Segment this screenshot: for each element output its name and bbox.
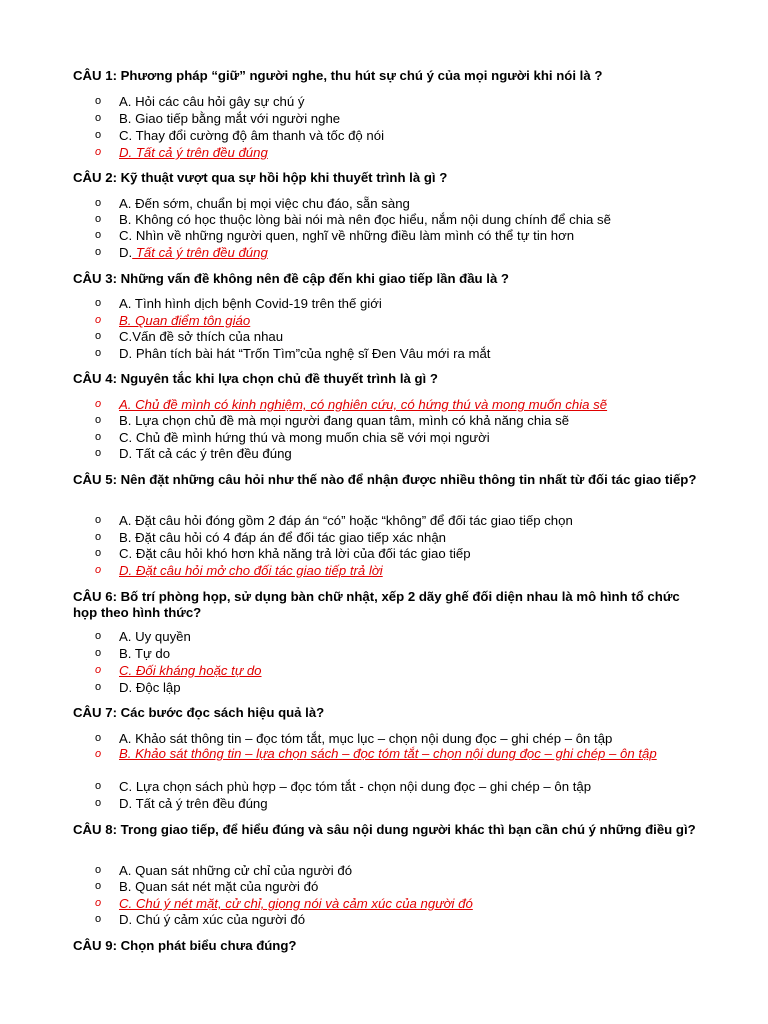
bullet-icon: o: [95, 229, 102, 241]
bullet-icon: o: [95, 780, 102, 792]
bullet-icon: o: [95, 431, 102, 443]
question-1-option-b: o B. Giao tiếp bằng mắt với người nghe: [95, 111, 341, 126]
bullet-icon: o: [95, 748, 102, 760]
bullet-icon: o: [95, 880, 102, 892]
bullet-icon: o: [95, 213, 102, 225]
bullet-icon: o: [95, 398, 102, 410]
question-3-option-c: o C.Vấn đề sở thích của nhau: [95, 329, 284, 344]
question-4-title: CÂU 4: Nguyên tắc khi lựa chọn chủ đề thuyết trình là gì ?: [73, 371, 438, 386]
bullet-icon: o: [95, 95, 102, 107]
bullet-icon: o: [95, 531, 102, 543]
question-8-option-b: o B. Quan sát nét mặt của người đó: [95, 879, 319, 894]
bullet-icon: o: [95, 146, 102, 158]
question-7-option-d: o D. Tất cả ý trên đều đúng: [95, 796, 268, 811]
question-1-title: CÂU 1: Phương pháp “giữ” người nghe, thu hút sự chú ý của mọi người khi nói là ?: [73, 68, 603, 83]
bullet-icon: o: [95, 314, 102, 326]
bullet-icon: o: [95, 297, 102, 309]
bullet-icon: o: [95, 347, 102, 359]
question-6-title: CÂU 6: Bố trí phòng họp, sử dụng bàn chữ nhật, xếp 2 dãy ghế đối diện nhau là mô hình tổ chức họp theo hình thức?: [73, 589, 680, 620]
question-5-title: CÂU 5: Nên đặt những câu hỏi như thế nào để nhận được nhiều thông tin nhất từ đối tác giao tiếp?: [73, 472, 697, 487]
question-2-title: CÂU 2: Kỹ thuật vượt qua sự hồi hộp khi thuyết trình là gì ?: [73, 170, 448, 185]
question-3-option-b-correct: o B. Quan điểm tôn giáo: [95, 313, 251, 328]
question-5-option-a: o A. Đặt câu hỏi đóng gồm 2 đáp án “có” hoặc “không” để đối tác giao tiếp chọn: [95, 513, 573, 528]
bullet-icon: o: [95, 732, 102, 744]
bullet-icon: o: [95, 630, 102, 642]
bullet-icon: o: [95, 447, 102, 459]
question-2-option-c: o C. Nhìn về những người quen, nghĩ về những điều làm mình có thể tự tin hơn: [95, 228, 575, 243]
bullet-icon: o: [95, 564, 102, 576]
bullet-icon: o: [95, 897, 102, 909]
question-5-option-b: o B. Đặt câu hỏi có 4 đáp án để đối tác giao tiếp xác nhận: [95, 530, 446, 545]
question-6-option-d: o D. Độc lập: [95, 680, 181, 695]
question-8-title: CÂU 8: Trong giao tiếp, để hiểu đúng và sâu nội dung người khác thì bạn cần chú ý những điều gì?: [73, 822, 696, 837]
question-5-option-c: o C. Đặt câu hỏi khó hơn khả năng trả lời của đối tác giao tiếp: [95, 546, 471, 561]
question-4-option-b: o B. Lựa chọn chủ đề mà mọi người đang quan tâm, mình có khả năng chia sẽ: [95, 413, 570, 428]
question-2-option-b: o B. Không có học thuộc lòng bài nói mà nên đọc hiểu, nắm nội dung chính để chia sẽ: [95, 212, 611, 227]
question-4-option-d: o D. Tất cả các ý trên đều đúng: [95, 446, 292, 461]
question-6-option-a: o A. Uy quyền: [95, 629, 191, 644]
question-3-option-d: o D. Phân tích bài hát “Trốn Tìm”của nghệ sĩ Đen Vâu mới ra mắt: [95, 346, 491, 361]
question-7-option-b-correct: o B. Khảo sát thông tin – lựa chọn sách – đọc tóm tắt – chọn nội dung đọc – ghi chép – ôn tập: [95, 746, 657, 761]
bullet-icon: o: [95, 664, 102, 676]
question-8-option-a: o A. Quan sát những cử chỉ của người đó: [95, 863, 353, 878]
question-7-option-a: o A. Khảo sát thông tin – đọc tóm tắt, mục lục – chọn nội dung đọc – ghi chép – ôn tập: [95, 731, 613, 746]
question-1-option-c: o C. Thay đổi cường độ âm thanh và tốc độ nói: [95, 128, 385, 143]
bullet-icon: o: [95, 797, 102, 809]
bullet-icon: o: [95, 913, 102, 925]
question-8-option-c-correct: o C. Chú ý nét mặt, cử chỉ, giọng nói và cảm xúc của người đó: [95, 896, 473, 911]
bullet-icon: o: [95, 129, 102, 141]
bullet-icon: o: [95, 547, 102, 559]
bullet-icon: o: [95, 681, 102, 693]
bullet-icon: o: [95, 514, 102, 526]
question-5-option-d-correct: o D. Đặt câu hỏi mở cho đối tác giao tiếp trả lời: [95, 563, 383, 578]
question-4-option-a-correct: o A. Chủ đề mình có kinh nghiệm, có nghiên cứu, có hứng thú và mong muốn chia sẽ: [95, 397, 608, 412]
bullet-icon: o: [95, 330, 102, 342]
question-8-option-d: o D. Chú ý cảm xúc của người đó: [95, 912, 306, 927]
question-2-option-a: o A. Đến sớm, chuẩn bị mọi việc chu đáo, sẵn sàng: [95, 196, 410, 211]
question-6-option-c-correct: o C. Đối kháng hoặc tự do: [95, 663, 262, 678]
question-4-option-c: o C. Chủ đề mình hứng thú và mong muốn chia sẽ với mọi người: [95, 430, 490, 445]
bullet-icon: o: [95, 414, 102, 426]
question-1-option-a: o A. Hỏi các câu hỏi gây sự chú ý: [95, 94, 305, 109]
bullet-icon: o: [95, 246, 102, 258]
question-2-option-d-correct: o D. Tất cả ý trên đều đúng: [95, 245, 268, 260]
bullet-icon: o: [95, 112, 102, 124]
question-9-title: CÂU 9: Chọn phát biểu chưa đúng?: [73, 938, 297, 953]
bullet-icon: o: [95, 197, 102, 209]
question-7-title: CÂU 7: Các bước đọc sách hiệu quả là?: [73, 705, 325, 720]
question-3-option-a: o A. Tình hình dịch bệnh Covid-19 trên thế giới: [95, 296, 382, 311]
question-3-title: CÂU 3: Những vấn đề không nên đề cập đến khi giao tiếp lần đầu là ?: [73, 271, 509, 286]
question-6-option-b: o B. Tự do: [95, 646, 171, 661]
question-7-option-c: o C. Lựa chọn sách phù hợp – đọc tóm tắt - chọn nội dung đọc – ghi chép – ôn tập: [95, 779, 592, 794]
bullet-icon: o: [95, 647, 102, 659]
bullet-icon: o: [95, 864, 102, 876]
question-1-option-d-correct: o D. Tất cả ý trên đều đúng: [95, 145, 268, 160]
